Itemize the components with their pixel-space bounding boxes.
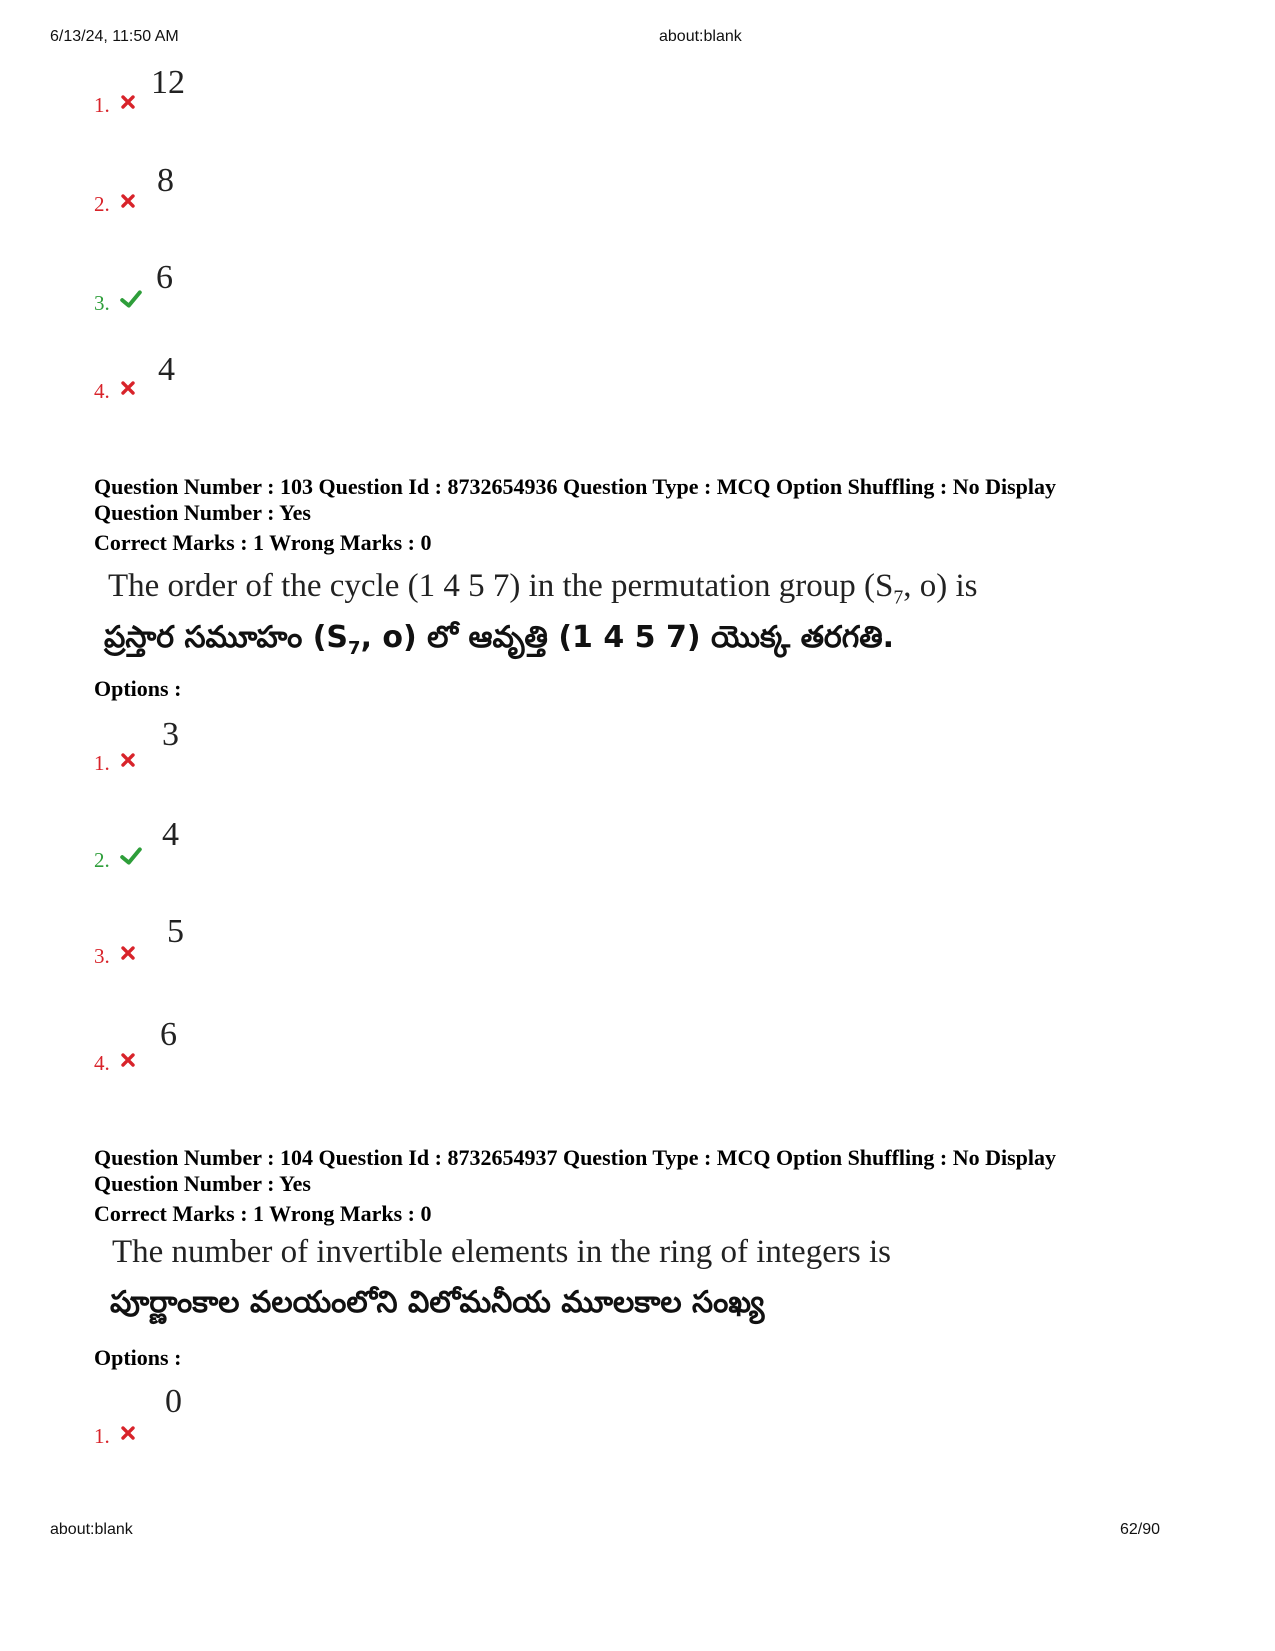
q103-header-line2: Question Number : Yes [94,500,311,525]
option-number: 2. [94,192,110,216]
wrong-icon [120,94,136,110]
q103-telugu-subscript: 7 [348,638,361,659]
wrong-icon [120,1425,136,1441]
prev-option-3-value: 6 [156,259,173,296]
q103-text-part: The order of the cycle (1 4 5 7) in the permutation group (S [108,568,894,604]
option-number: 1. [94,1424,110,1448]
option-number: 3. [94,944,110,968]
page-number: 62/90 [1120,1521,1161,1538]
q103-option-4 [94,1052,136,1074]
prev-option-1 [94,94,136,116]
q104-header-line1: Question Number : 104 Question Id : 8732654937 Question Type : MCQ Option Shuffling : No Display [94,1145,1057,1170]
q104-text-english: The number of invertible elements in the ring of integers is [112,1234,891,1270]
prev-option-2-value: 8 [157,162,174,199]
q103-option-4-value: 6 [160,1016,177,1053]
wrong-icon [120,193,136,209]
prev-option-3 [94,290,142,314]
prev-option-4 [94,380,136,402]
correct-check-icon [120,290,142,308]
q103-option-3-value: 5 [167,913,184,950]
prev-option-1-value: 12 [151,64,185,101]
q103-text-subscript: 7 [893,586,904,609]
q104-options-label: Options : [94,1345,182,1370]
q103-option-3 [94,945,136,967]
correct-check-icon [120,847,142,865]
q103-option-1 [94,752,136,774]
print-url-footer: about:blank [50,1521,133,1538]
q104-marks: Correct Marks : 1 Wrong Marks : 0 [94,1201,432,1226]
q103-text-telugu [104,620,894,662]
q104-option-1 [94,1425,136,1447]
option-number: 3. [94,291,110,315]
wrong-icon [120,752,136,768]
option-number: 2. [94,848,110,872]
option-number: 1. [94,751,110,775]
option-number: 1. [94,93,110,117]
wrong-icon [120,1052,136,1068]
q103-option-2 [94,847,142,871]
q104-text-telugu: పూర్ణాంకాల వలయంలోని విలోమనీయ మూలకాల సంఖ్య [110,1285,765,1320]
print-url-header: about:blank [659,28,742,45]
q103-header-line1: Question Number : 103 Question Id : 8732654936 Question Type : MCQ Option Shuffling : No Display [94,474,1057,499]
q103-option-2-value: 4 [162,816,179,853]
q104-header-line2: Question Number : Yes [94,1171,311,1196]
prev-option-2 [94,193,136,215]
prev-option-4-value: 4 [158,351,175,388]
option-number: 4. [94,379,110,403]
wrong-icon [120,945,136,961]
q103-option-1-value: 3 [162,716,179,753]
q104-header [94,1145,1056,1227]
q103-marks: Correct Marks : 1 Wrong Marks : 0 [94,530,432,555]
q103-text-english [108,568,978,610]
q103-header [94,474,1056,556]
q103-telugu-part: , o) లో ఆవృత్తి (1 4 5 7) యొక్క తరగతి. [360,620,895,655]
option-number: 4. [94,1051,110,1075]
q103-text-part: , o) is [903,568,978,604]
wrong-icon [120,380,136,396]
print-datetime: 6/13/24, 11:50 AM [50,28,179,45]
q104-option-1-value: 0 [165,1383,182,1420]
q103-telugu-part: ప్రస్తార సమూహం (S [104,620,349,655]
q103-options-label: Options : [94,676,182,701]
